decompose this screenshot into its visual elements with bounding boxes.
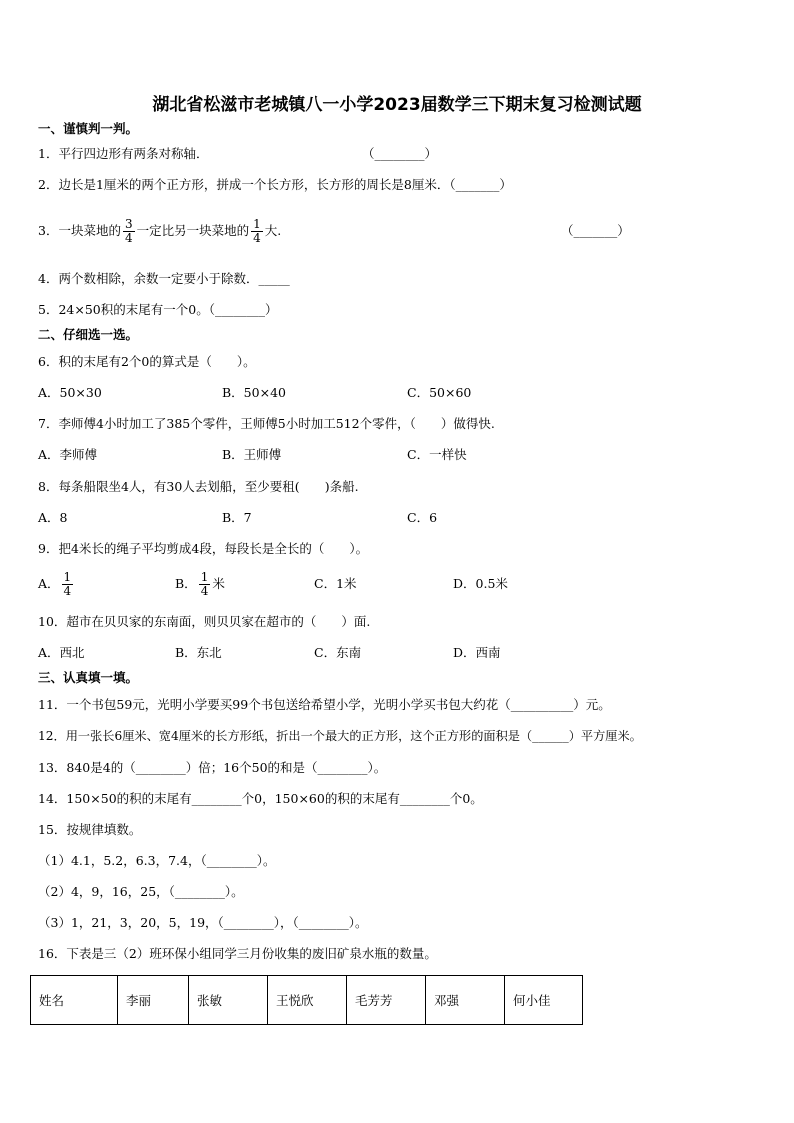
- question-1-blank: （________）: [362, 146, 438, 161]
- table-cell: 何小佳: [505, 976, 583, 1025]
- question-3-blank: （_______）: [561, 223, 630, 238]
- section-heading-3: 三、认真填一填。: [38, 670, 139, 685]
- table-cell: 邓强: [426, 976, 505, 1025]
- fraction-one-quarter: $\frac{1}{4}$: [63, 570, 72, 598]
- option-7c: C．一样快: [407, 447, 467, 462]
- table-cell: 张敏: [189, 976, 268, 1025]
- question-3: 3．一块菜地的 $\frac{3}{4}$ 一定比另一块菜地的 $\frac{1}{4}$ 大.: [38, 217, 282, 245]
- question-15-line-2: （2）4，9，16，25，（________）。: [38, 884, 244, 899]
- question-15-line-3: （3）1，21，3，20，5，19，（________），（________）。: [38, 915, 368, 930]
- question-15: 15．按规律填数。: [38, 822, 142, 837]
- option-10d: D．西南: [453, 645, 501, 660]
- option-6a: A．50×30: [38, 385, 102, 400]
- question-11: 11．一个书包59元，光明小学要买99个书包送给希望小学，光明小学买书包大约花（__________）元。: [38, 697, 611, 712]
- question-5: 5．24×50积的末尾有一个0。（________）: [38, 302, 278, 317]
- table-row: [31, 976, 583, 1025]
- option-10c: C．东南: [314, 645, 362, 660]
- question-7: 7．李师傅4小时加工了385个零件，王师傅5小时加工512个零件，（ ）做得快.: [38, 416, 495, 431]
- question-13: 13．840是4的（________）倍；16个50的和是（________）。: [38, 760, 387, 775]
- question-4: 4．两个数相除，余数一定要小于除数．_____: [38, 271, 290, 286]
- question-9: 9．把4米长的绳子平均剪成4段，每段长是全长的（ ）。: [38, 541, 369, 556]
- question-1: 1．平行四边形有两条对称轴．: [38, 146, 209, 161]
- question-12: 12．用一张长6厘米、宽4厘米的长方形纸，折出一个最大的正方形，这个正方形的面积是（______）平方厘米。: [38, 729, 642, 743]
- option-8b: B．7: [222, 510, 252, 525]
- bottle-collection-table: [30, 975, 583, 1025]
- page-title: 湖北省松滋市老城镇八一小学2023届数学三下期末复习检测试题: [152, 95, 642, 115]
- question-6: 6．积的末尾有2个0的算式是（ ）。: [38, 354, 256, 369]
- section-heading-1: 一、谨慎判一判。: [38, 121, 139, 136]
- question-2: 2．边长是1厘米的两个正方形，拼成一个长方形，长方形的周长是8厘米．（_______）: [38, 177, 512, 192]
- question-14: 14．150×50的积的末尾有________个0，150×60的积的末尾有________个0。: [38, 791, 483, 806]
- option-7b: B．王师傅: [222, 447, 282, 462]
- table-cell: 毛芳芳: [347, 976, 426, 1025]
- option-9d: D．0.5米: [453, 576, 508, 591]
- section-heading-2: 二、仔细选一选。: [38, 327, 139, 342]
- table-cell: 李丽: [118, 976, 189, 1025]
- table-cell: 姓名: [31, 976, 118, 1025]
- option-8c: C．6: [407, 510, 438, 525]
- question-8: 8．每条船限坐4人，有30人去划船，至少要租( )条船.: [38, 479, 359, 494]
- option-7a: A．李师傅: [38, 447, 98, 462]
- fraction-three-quarters: $\frac{3}{4}$: [124, 217, 133, 245]
- option-9a: A． $\frac{1}{4}$: [38, 570, 72, 598]
- option-10b: B．东北: [175, 645, 222, 660]
- question-10: 10．超市在贝贝家的东南面，则贝贝家在超市的（ ）面.: [38, 614, 371, 629]
- option-9c: C．1米: [314, 576, 357, 591]
- fraction-one-quarter: $\frac{1}{4}$: [253, 217, 261, 245]
- fraction-one-quarter: $\frac{1}{4}$: [200, 570, 209, 598]
- option-10a: A．西北: [38, 645, 85, 660]
- option-6b: B．50×40: [222, 385, 286, 400]
- option-9b: B． $\frac{1}{4}$ 米: [175, 570, 225, 598]
- option-8a: A．8: [38, 510, 68, 525]
- question-15-line-1: （1）4.1，5.2，6.3，7.4，（________）。: [38, 853, 276, 868]
- option-6c: C．50×60: [407, 385, 472, 400]
- question-16: 16．下表是三（2）班环保小组同学三月份收集的废旧矿泉水瓶的数量。: [38, 946, 437, 961]
- table-cell: 王悦欣: [268, 976, 347, 1025]
